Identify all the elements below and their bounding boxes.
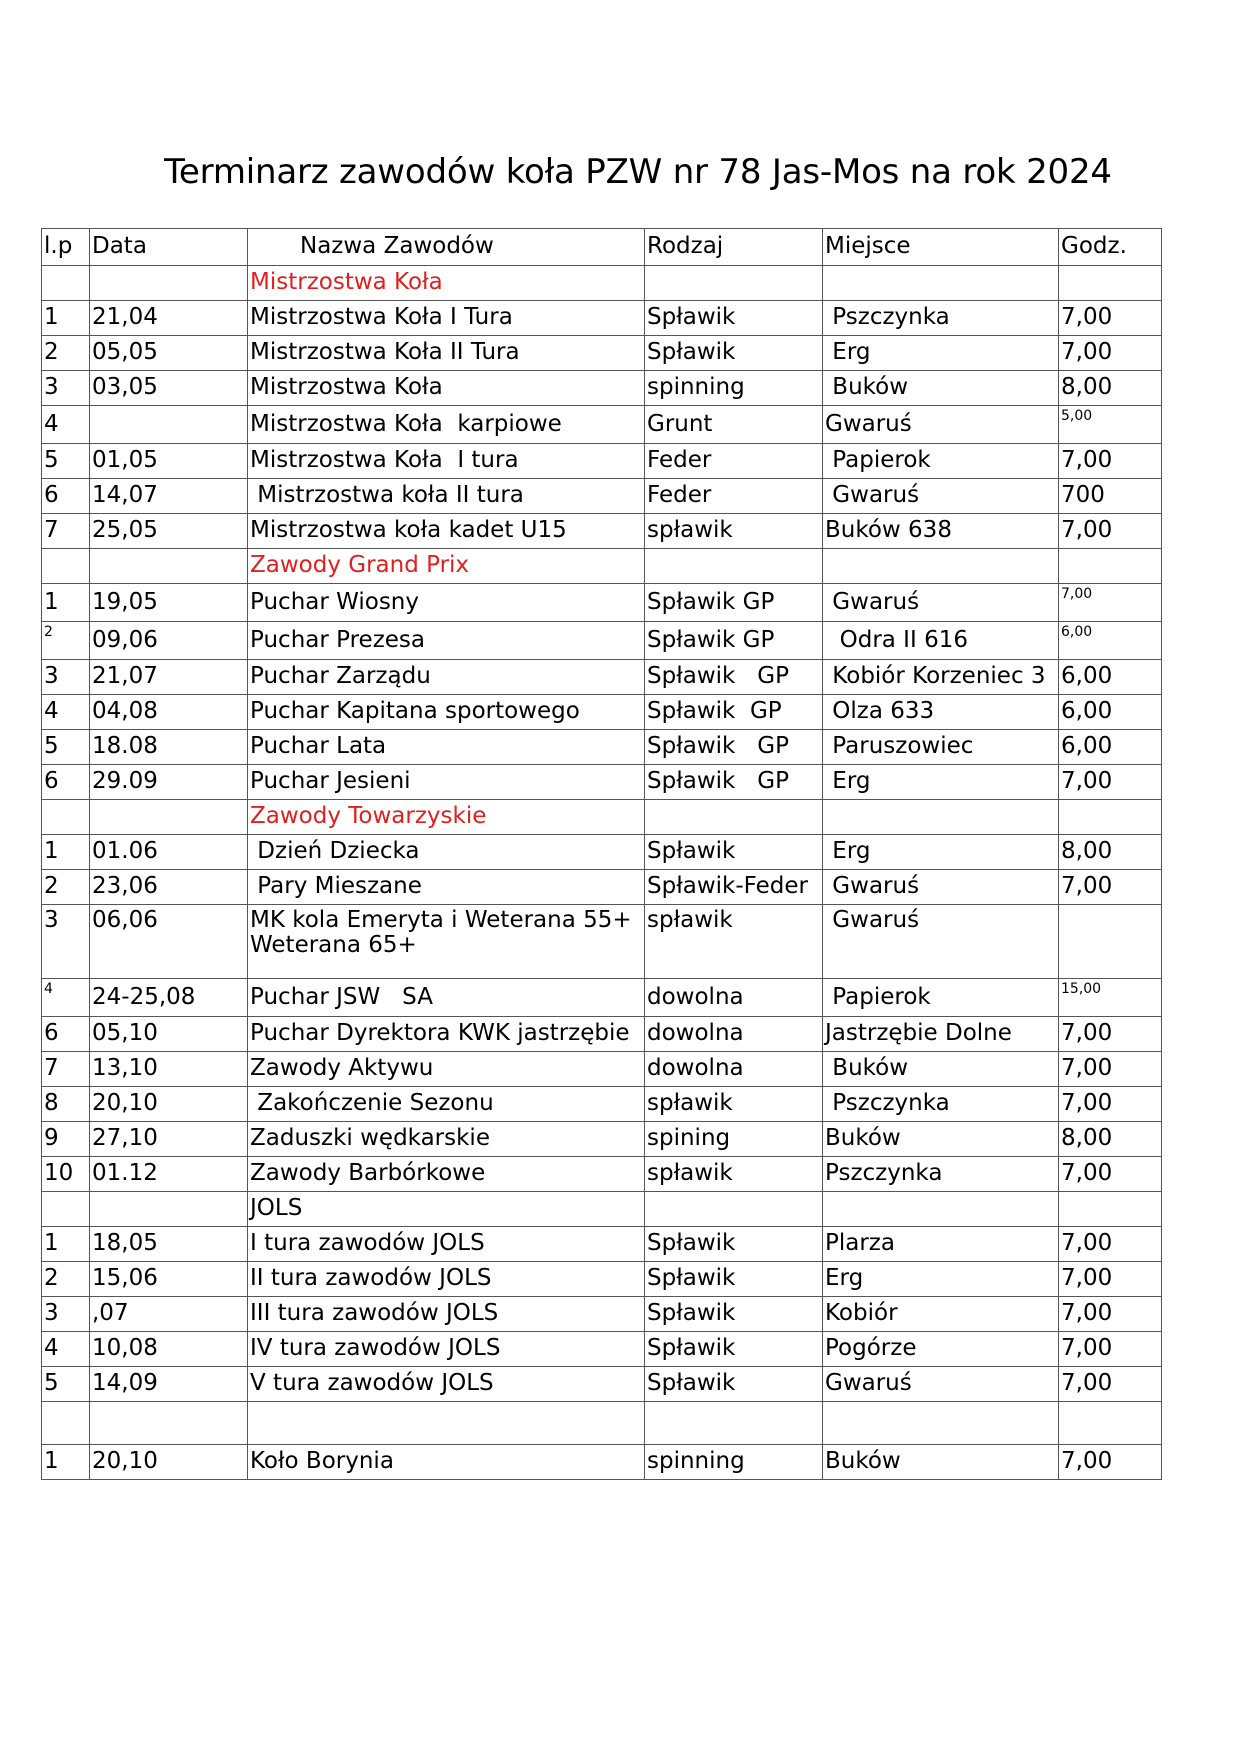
cell-type: Spławik GP	[645, 622, 823, 660]
table-row	[42, 870, 1162, 905]
table-row	[42, 514, 1162, 549]
cell-type: Spławik	[645, 1227, 823, 1262]
cell-time: 7,00	[1059, 1262, 1162, 1297]
cell-date: 09,06	[90, 622, 248, 660]
cell-time: 7,00	[1059, 1052, 1162, 1087]
empty-cell	[823, 266, 1059, 301]
cell-type: spinning	[645, 371, 823, 406]
cell-date: 01.12	[90, 1157, 248, 1192]
cell-name: V tura zawodów JOLS	[248, 1367, 645, 1402]
cell-time: 6,00	[1059, 730, 1162, 765]
cell-time: 7,00	[1059, 336, 1162, 371]
cell-type: Spławik	[645, 336, 823, 371]
cell-date: 29.09	[90, 765, 248, 800]
cell-type: dowolna	[645, 1052, 823, 1087]
cell-lp: 9	[42, 1122, 90, 1157]
cell-place: Kobiór	[823, 1297, 1059, 1332]
cell-name: Dzień Dziecka	[248, 835, 645, 870]
section-row	[42, 266, 1162, 301]
cell-type: Spławik GP	[645, 695, 823, 730]
cell-date: 27,10	[90, 1122, 248, 1157]
table-row	[42, 1367, 1162, 1402]
header-row	[42, 229, 1162, 266]
cell-name: I tura zawodów JOLS	[248, 1227, 645, 1262]
header-godz: Godz.	[1059, 229, 1162, 266]
empty-cell	[645, 800, 823, 835]
cell-place: Paruszowiec	[823, 730, 1059, 765]
section-title: Zawody Towarzyskie	[248, 800, 645, 835]
cell-lp: 6	[42, 479, 90, 514]
cell-place: Papierok	[823, 444, 1059, 479]
cell-time: 7,00	[1059, 870, 1162, 905]
section-title: JOLS	[248, 1192, 645, 1227]
cell-name: Mistrzostwa Koła	[248, 371, 645, 406]
table-row	[42, 905, 1162, 979]
table-row	[42, 406, 1162, 444]
cell-date: 04,08	[90, 695, 248, 730]
cell-date: ,07	[90, 1297, 248, 1332]
cell-lp: 2	[42, 1262, 90, 1297]
cell-lp: 1	[42, 1227, 90, 1262]
cell-date: 06,06	[90, 905, 248, 979]
cell-time: 7,00	[1059, 514, 1162, 549]
cell-place: Gwaruś	[823, 479, 1059, 514]
cell-date: 21,04	[90, 301, 248, 336]
cell-type: Grunt	[645, 406, 823, 444]
section-row	[42, 549, 1162, 584]
empty-cell	[42, 1402, 90, 1445]
blank-row	[42, 1402, 1162, 1445]
cell-name: Mistrzostwa koła II tura	[248, 479, 645, 514]
cell-place: Gwaruś	[823, 870, 1059, 905]
cell-type: Spławik-Feder	[645, 870, 823, 905]
table-row	[42, 1332, 1162, 1367]
table-row	[42, 1262, 1162, 1297]
cell-date: 01.06	[90, 835, 248, 870]
cell-lp: 1	[42, 835, 90, 870]
cell-time: 7,00	[1059, 765, 1162, 800]
cell-time: 5,00	[1059, 406, 1162, 444]
section-title: Zawody Grand Prix	[248, 549, 645, 584]
cell-lp: 2	[42, 870, 90, 905]
cell-place: Erg	[823, 1262, 1059, 1297]
cell-type: spławik	[645, 1157, 823, 1192]
table-row	[42, 444, 1162, 479]
cell-name: Puchar Jesieni	[248, 765, 645, 800]
table-row	[42, 979, 1162, 1017]
empty-cell	[823, 549, 1059, 584]
table-row	[42, 660, 1162, 695]
cell-place: Erg	[823, 765, 1059, 800]
cell-time: 700	[1059, 479, 1162, 514]
cell-time: 7,00	[1059, 1157, 1162, 1192]
cell-place: Jastrzębie Dolne	[823, 1017, 1059, 1052]
empty-cell	[248, 1402, 645, 1445]
empty-cell	[42, 1192, 90, 1227]
cell-type: dowolna	[645, 979, 823, 1017]
cell-place: Buków	[823, 1445, 1059, 1480]
cell-type: Spławik	[645, 1332, 823, 1367]
table-row	[42, 765, 1162, 800]
empty-cell	[823, 800, 1059, 835]
table-row	[42, 1157, 1162, 1192]
cell-place: Buków	[823, 371, 1059, 406]
cell-lp: 7	[42, 514, 90, 549]
cell-place: Olza 633	[823, 695, 1059, 730]
cell-place: Kobiór Korzeniec 3	[823, 660, 1059, 695]
cell-name: Mistrzostwa Koła I Tura	[248, 301, 645, 336]
cell-time: 7,00	[1059, 1332, 1162, 1367]
cell-lp: 10	[42, 1157, 90, 1192]
empty-cell	[90, 1192, 248, 1227]
cell-type: Spławik	[645, 835, 823, 870]
cell-name: Puchar Zarządu	[248, 660, 645, 695]
cell-date: 18.08	[90, 730, 248, 765]
table-row	[42, 730, 1162, 765]
cell-date: 21,07	[90, 660, 248, 695]
empty-cell	[1059, 266, 1162, 301]
cell-date: 01,05	[90, 444, 248, 479]
header-rodzaj: Rodzaj	[645, 229, 823, 266]
cell-place: Erg	[823, 835, 1059, 870]
cell-place: Pogórze	[823, 1332, 1059, 1367]
header-nazwa: Nazwa Zawodów	[248, 229, 645, 266]
cell-type: Spławik GP	[645, 660, 823, 695]
table-row	[42, 1122, 1162, 1157]
cell-lp: 5	[42, 444, 90, 479]
cell-date: 14,09	[90, 1367, 248, 1402]
cell-lp: 4	[42, 979, 90, 1017]
empty-cell	[42, 800, 90, 835]
cell-time: 15,00	[1059, 979, 1162, 1017]
cell-lp: 3	[42, 1297, 90, 1332]
header-lp: l.p	[42, 229, 90, 266]
cell-lp: 2	[42, 336, 90, 371]
cell-lp: 1	[42, 584, 90, 622]
cell-lp: 6	[42, 765, 90, 800]
empty-cell	[90, 266, 248, 301]
cell-place: Pszczynka	[823, 1087, 1059, 1122]
cell-name: Zawody Aktywu	[248, 1052, 645, 1087]
cell-place: Buków	[823, 1122, 1059, 1157]
header-miejsce: Miejsce	[823, 229, 1059, 266]
cell-place: Papierok	[823, 979, 1059, 1017]
header-data: Data	[90, 229, 248, 266]
cell-name: Puchar Lata	[248, 730, 645, 765]
cell-date: 03,05	[90, 371, 248, 406]
cell-time: 7,00	[1059, 1017, 1162, 1052]
schedule-table-body	[42, 229, 1162, 1480]
cell-place: Gwaruś	[823, 905, 1059, 979]
cell-name: Puchar Dyrektora KWK jastrzębie	[248, 1017, 645, 1052]
table-row	[42, 695, 1162, 730]
cell-type: Spławik GP	[645, 730, 823, 765]
cell-type: Spławik	[645, 1297, 823, 1332]
cell-lp: 3	[42, 905, 90, 979]
cell-place: Pszczynka	[823, 1157, 1059, 1192]
cell-date: 14,07	[90, 479, 248, 514]
cell-time: 8,00	[1059, 835, 1162, 870]
cell-date: 18,05	[90, 1227, 248, 1262]
cell-type: dowolna	[645, 1017, 823, 1052]
cell-type: spinning	[645, 1445, 823, 1480]
cell-date: 23,06	[90, 870, 248, 905]
cell-name: Mistrzostwa koła kadet U15	[248, 514, 645, 549]
cell-date: 24-25,08	[90, 979, 248, 1017]
cell-type: Spławik	[645, 1367, 823, 1402]
cell-type: Spławik	[645, 301, 823, 336]
cell-date: 25,05	[90, 514, 248, 549]
cell-lp: 7	[42, 1052, 90, 1087]
cell-name: MK kola Emeryta i Weterana 55+ Weterana 65+	[248, 905, 645, 979]
cell-name: Mistrzostwa Koła II Tura	[248, 336, 645, 371]
cell-name: Puchar JSW SA	[248, 979, 645, 1017]
cell-name: II tura zawodów JOLS	[248, 1262, 645, 1297]
cell-time: 7,00	[1059, 1367, 1162, 1402]
cell-type: Spławik GP	[645, 584, 823, 622]
cell-time: 7,00	[1059, 1227, 1162, 1262]
cell-time: 7,00	[1059, 301, 1162, 336]
cell-lp: 3	[42, 660, 90, 695]
empty-cell	[645, 1402, 823, 1445]
cell-name: Puchar Kapitana sportowego	[248, 695, 645, 730]
cell-time: 6,00	[1059, 622, 1162, 660]
empty-cell	[645, 266, 823, 301]
cell-name: Puchar Prezesa	[248, 622, 645, 660]
cell-lp: 5	[42, 730, 90, 765]
cell-name: Pary Mieszane	[248, 870, 645, 905]
cell-place: Buków	[823, 1052, 1059, 1087]
table-row	[42, 1297, 1162, 1332]
table-row	[42, 1445, 1162, 1480]
table-row	[42, 1087, 1162, 1122]
cell-name: Zawody Barbórkowe	[248, 1157, 645, 1192]
cell-time: 8,00	[1059, 371, 1162, 406]
cell-place: Plarza	[823, 1227, 1059, 1262]
table-row	[42, 301, 1162, 336]
cell-place: Pszczynka	[823, 301, 1059, 336]
cell-time: 7,00	[1059, 1087, 1162, 1122]
cell-name: Zaduszki wędkarskie	[248, 1122, 645, 1157]
section-row	[42, 800, 1162, 835]
table-row	[42, 1017, 1162, 1052]
cell-type: spławik	[645, 905, 823, 979]
cell-time	[1059, 905, 1162, 979]
cell-name: IV tura zawodów JOLS	[248, 1332, 645, 1367]
cell-place: Erg	[823, 336, 1059, 371]
empty-cell	[823, 1402, 1059, 1445]
cell-date: 20,10	[90, 1445, 248, 1480]
table-row	[42, 1052, 1162, 1087]
cell-date	[90, 406, 248, 444]
cell-lp: 6	[42, 1017, 90, 1052]
cell-time: 7,00	[1059, 444, 1162, 479]
cell-type: Spławik	[645, 1262, 823, 1297]
cell-lp: 4	[42, 695, 90, 730]
cell-lp: 5	[42, 1367, 90, 1402]
empty-cell	[42, 266, 90, 301]
cell-type: spining	[645, 1122, 823, 1157]
empty-cell	[1059, 549, 1162, 584]
cell-type: Feder	[645, 444, 823, 479]
table-row	[42, 371, 1162, 406]
cell-time: 7,00	[1059, 584, 1162, 622]
empty-cell	[42, 549, 90, 584]
cell-time: 7,00	[1059, 1445, 1162, 1480]
cell-name: Puchar Wiosny	[248, 584, 645, 622]
table-row	[42, 336, 1162, 371]
cell-name: Zakończenie Sezonu	[248, 1087, 645, 1122]
cell-lp: 2	[42, 622, 90, 660]
table-row	[42, 1227, 1162, 1262]
cell-lp: 3	[42, 371, 90, 406]
table-row	[42, 479, 1162, 514]
schedule-table	[41, 228, 1162, 1480]
cell-time: 7,00	[1059, 1297, 1162, 1332]
cell-date: 20,10	[90, 1087, 248, 1122]
cell-date: 15,06	[90, 1262, 248, 1297]
cell-place: Gwaruś	[823, 584, 1059, 622]
cell-lp: 8	[42, 1087, 90, 1122]
cell-place: Odra II 616	[823, 622, 1059, 660]
cell-date: 13,10	[90, 1052, 248, 1087]
empty-cell	[90, 800, 248, 835]
cell-type: spławik	[645, 514, 823, 549]
section-title: Mistrzostwa Koła	[248, 266, 645, 301]
section-row	[42, 1192, 1162, 1227]
title-text: Terminarz zawodów koła PZW nr 78 Jas-Mos na rok 2024	[164, 152, 1112, 192]
cell-type: spławik	[645, 1087, 823, 1122]
cell-lp: 4	[42, 406, 90, 444]
table-row	[42, 835, 1162, 870]
cell-lp: 4	[42, 1332, 90, 1367]
cell-place: Buków 638	[823, 514, 1059, 549]
table-row	[42, 584, 1162, 622]
cell-time: 6,00	[1059, 660, 1162, 695]
empty-cell	[823, 1192, 1059, 1227]
cell-type: Spławik GP	[645, 765, 823, 800]
empty-cell	[1059, 1192, 1162, 1227]
empty-cell	[645, 549, 823, 584]
cell-time: 8,00	[1059, 1122, 1162, 1157]
table-row	[42, 622, 1162, 660]
empty-cell	[1059, 1402, 1162, 1445]
cell-name: Mistrzostwa Koła karpiowe	[248, 406, 645, 444]
page-title	[0, 152, 1240, 192]
cell-place: Gwaruś	[823, 406, 1059, 444]
cell-place: Gwaruś	[823, 1367, 1059, 1402]
cell-date: 05,05	[90, 336, 248, 371]
empty-cell	[1059, 800, 1162, 835]
cell-name: Koło Borynia	[248, 1445, 645, 1480]
cell-date: 10,08	[90, 1332, 248, 1367]
cell-type: Feder	[645, 479, 823, 514]
cell-name: III tura zawodów JOLS	[248, 1297, 645, 1332]
empty-cell	[645, 1192, 823, 1227]
cell-date: 19,05	[90, 584, 248, 622]
cell-date: 05,10	[90, 1017, 248, 1052]
empty-cell	[90, 549, 248, 584]
cell-time: 6,00	[1059, 695, 1162, 730]
cell-lp: 1	[42, 1445, 90, 1480]
empty-cell	[90, 1402, 248, 1445]
cell-name: Mistrzostwa Koła I tura	[248, 444, 645, 479]
cell-lp: 1	[42, 301, 90, 336]
